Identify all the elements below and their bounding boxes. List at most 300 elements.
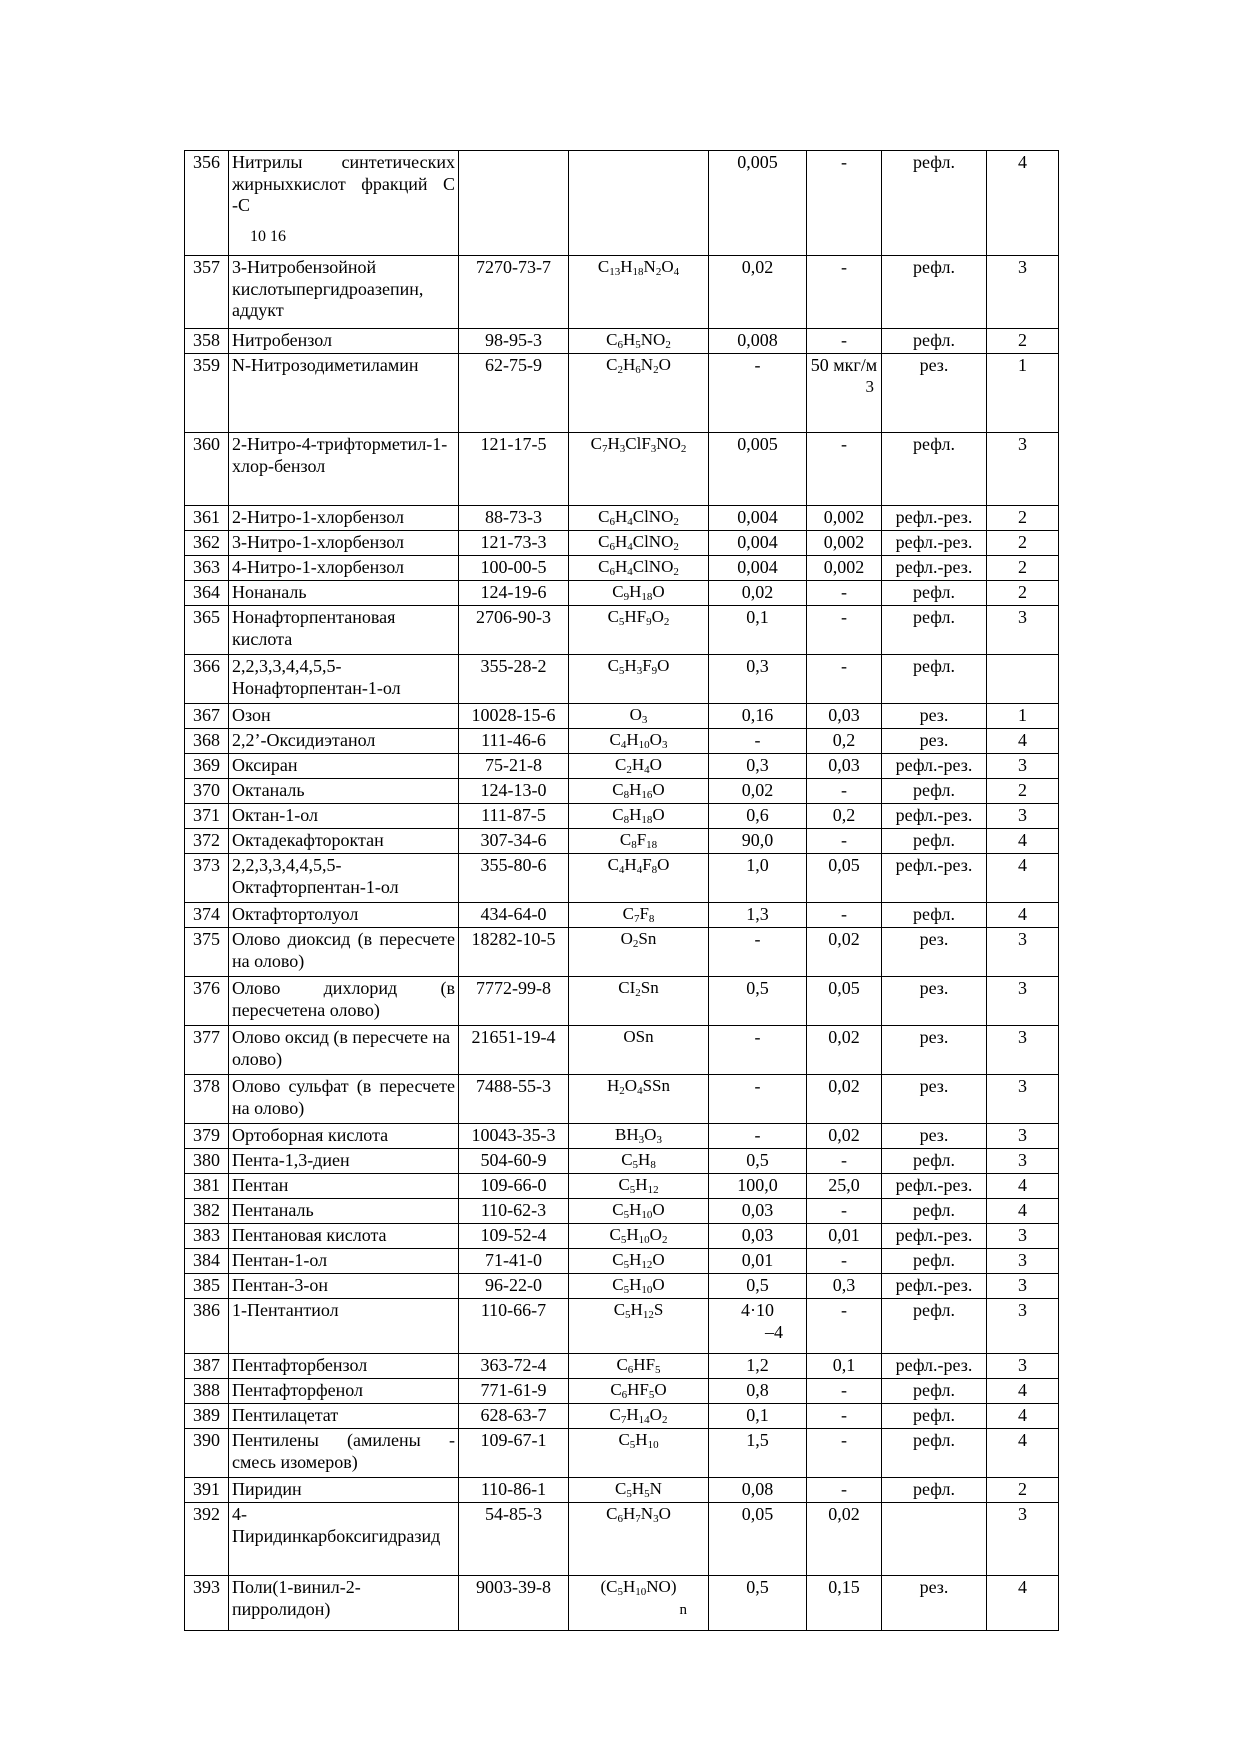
mac-avg-value: - <box>841 434 847 454</box>
limiting-indicator: рефл. <box>882 1404 987 1429</box>
table-row <box>185 556 1059 581</box>
substance-name <box>229 556 459 581</box>
mac-max-value: 90,0 <box>741 830 774 850</box>
formula-element: O <box>649 730 662 749</box>
mac-daily-average <box>807 329 882 354</box>
table-row <box>185 854 1059 903</box>
cas-number: 100-00-5 <box>459 556 569 581</box>
formula-element: C <box>619 830 632 849</box>
formula-element: N <box>640 355 654 374</box>
row-number: 372 <box>185 829 229 854</box>
row-number: 392 <box>185 1503 229 1576</box>
hazard-class: 4 <box>987 829 1059 854</box>
mac-avg-value: - <box>841 1430 847 1450</box>
row-number: 371 <box>185 804 229 829</box>
chemical-formula <box>569 581 709 606</box>
formula-subscript: 2 <box>663 616 670 628</box>
limiting-indicator: рефл. <box>882 903 987 928</box>
substance-name <box>229 903 459 928</box>
formula-subscript: 8 <box>631 839 637 851</box>
formula-element: ClNO <box>632 507 674 526</box>
mac-max-one-time <box>709 433 807 506</box>
substance-name <box>229 151 459 256</box>
formula-element: H <box>635 1175 648 1194</box>
chemical-formula <box>569 754 709 779</box>
substance-name <box>229 256 459 329</box>
limiting-indicator: рез. <box>882 1026 987 1075</box>
mac-daily-average <box>807 1199 882 1224</box>
limiting-indicator: рефл.-рез. <box>882 804 987 829</box>
substance-name <box>229 1404 459 1429</box>
chemical-formula <box>569 1124 709 1149</box>
table-row <box>185 531 1059 556</box>
limiting-indicator: рез. <box>882 1075 987 1124</box>
substance-name <box>229 804 459 829</box>
substance-name <box>229 1224 459 1249</box>
mac-max-value: - <box>754 730 761 750</box>
formula-element: O <box>649 1405 662 1424</box>
mac-max-one-time <box>709 1404 807 1429</box>
chemical-formula <box>569 1299 709 1354</box>
formula-element: O <box>657 656 670 675</box>
row-number: 387 <box>185 1354 229 1379</box>
chemical-formula <box>569 1404 709 1429</box>
chemical-formula <box>569 329 709 354</box>
formula-subscript: 2 <box>661 1234 668 1246</box>
table-row <box>185 1299 1059 1354</box>
formula-subscript: 10 <box>638 1234 650 1246</box>
hazard-class: 4 <box>987 903 1059 928</box>
substance-name <box>229 433 459 506</box>
table-row <box>185 655 1059 704</box>
cas-number: 2706-90-3 <box>459 606 569 655</box>
formula-element: H <box>629 805 642 824</box>
mac-max-one-time <box>709 704 807 729</box>
mac-max-value: 0,008 <box>737 330 778 350</box>
substance-name-text: Нитробензол <box>232 330 333 350</box>
hazard-class: 3 <box>987 256 1059 329</box>
substance-name-text: Пиридин <box>232 1479 302 1499</box>
substance-name <box>229 1124 459 1149</box>
formula-subscript: 4 <box>627 541 633 553</box>
table-row <box>185 779 1059 804</box>
mac-daily-average <box>807 655 882 704</box>
mac-avg-value: - <box>841 780 847 800</box>
mac-max-exponent: –4 <box>765 1321 783 1342</box>
mac-avg-value: 0,02 <box>828 1076 860 1096</box>
formula-element: S <box>653 1300 664 1319</box>
mac-daily-average <box>807 354 882 433</box>
chemical-formula <box>569 506 709 531</box>
mac-max-one-time <box>709 977 807 1026</box>
hazard-class: 2 <box>987 779 1059 804</box>
mac-daily-average <box>807 729 882 754</box>
hazard-class: 3 <box>987 1075 1059 1124</box>
formula-subscript: 6 <box>609 516 615 528</box>
mac-max-value: 4·10 <box>741 1300 774 1320</box>
formula-element: O <box>644 1125 657 1144</box>
formula-subscript: 10 <box>635 1586 647 1598</box>
table-row <box>185 1478 1059 1503</box>
cas-number: 307-34-6 <box>459 829 569 854</box>
mac-max-value: 0,004 <box>737 507 778 527</box>
mac-max-value: 0,5 <box>746 1150 769 1170</box>
mac-max-one-time <box>709 729 807 754</box>
row-number: 375 <box>185 928 229 977</box>
row-number: 376 <box>185 977 229 1026</box>
formula-subscript: 3 <box>636 665 643 677</box>
formula-subscript: 5 <box>629 1439 636 1451</box>
table-row <box>185 1026 1059 1075</box>
formula-element: C <box>590 434 602 453</box>
formula-element: Sn <box>640 978 659 997</box>
formula-element: C <box>609 1405 621 1424</box>
table-row <box>185 829 1059 854</box>
cas-number: 88-73-3 <box>459 506 569 531</box>
limiting-indicator: рез. <box>882 704 987 729</box>
limiting-indicator: рефл. <box>882 779 987 804</box>
substance-name <box>229 1354 459 1379</box>
formula-subscript: 5 <box>635 339 641 351</box>
chemical-formula <box>569 977 709 1026</box>
mac-daily-average <box>807 1354 882 1379</box>
limiting-indicator: рефл. <box>882 433 987 506</box>
formula-element: F <box>639 904 649 923</box>
formula-element: HF <box>627 1380 649 1399</box>
mac-max-one-time <box>709 1075 807 1124</box>
formula-element: C <box>606 330 618 349</box>
limiting-indicator: рефл. <box>882 1478 987 1503</box>
substance-name-text: Олово сульфат (в пересчете на олово) <box>232 1076 455 1118</box>
mac-max-value: 0,1 <box>746 1405 769 1425</box>
formula-subscript: 12 <box>641 1259 653 1271</box>
mac-daily-average <box>807 1224 882 1249</box>
formula-element: H <box>607 1076 620 1095</box>
hazard-class: 3 <box>987 433 1059 506</box>
cas-number: 434-64-0 <box>459 903 569 928</box>
substance-name <box>229 531 459 556</box>
formula-polymer-index: n <box>679 1602 687 1619</box>
mac-max-one-time <box>709 804 807 829</box>
cas-number: 10028-15-6 <box>459 704 569 729</box>
cas-number: 121-17-5 <box>459 433 569 506</box>
formula-subscript: 3 <box>650 443 657 455</box>
row-number: 380 <box>185 1149 229 1174</box>
formula-subscript: 3 <box>656 1134 662 1146</box>
chemical-formula <box>569 1249 709 1274</box>
cas-number: 54-85-3 <box>459 1503 569 1576</box>
hazard-class: 3 <box>987 1149 1059 1174</box>
formula-subscript: 6 <box>627 1364 634 1376</box>
formula-subscript: 18 <box>641 814 653 826</box>
table-row <box>185 1274 1059 1299</box>
cas-number: 109-66-0 <box>459 1174 569 1199</box>
mac-daily-average <box>807 1299 882 1354</box>
formula-element: H <box>629 1275 642 1294</box>
mac-max-one-time <box>709 581 807 606</box>
limiting-indicator: рефл.-рез. <box>882 1174 987 1199</box>
formula-element: H <box>629 1200 642 1219</box>
hazard-class: 3 <box>987 1503 1059 1576</box>
substance-name-text: 2-Нитро-4-трифторметил-1-хлор-бензол <box>232 434 448 476</box>
substance-name-text: Пентан-3-он <box>232 1275 328 1295</box>
mac-avg-value: - <box>841 1479 847 1499</box>
chemical-formula <box>569 1379 709 1404</box>
mac-max-value: 0,02 <box>741 257 774 277</box>
mac-max-one-time <box>709 928 807 977</box>
chemical-formula <box>569 1274 709 1299</box>
chemical-formula <box>569 1224 709 1249</box>
table-row <box>185 1429 1059 1478</box>
limiting-indicator: рефл. <box>882 1379 987 1404</box>
mac-daily-average <box>807 928 882 977</box>
hazard-class: 3 <box>987 606 1059 655</box>
table-row <box>185 754 1059 779</box>
formula-subscript: 2 <box>653 364 659 376</box>
cas-number: 363-72-4 <box>459 1354 569 1379</box>
formula-element: C <box>618 1430 630 1449</box>
mac-max-value: - <box>754 355 761 375</box>
formula-subscript: 9 <box>646 616 652 628</box>
mac-max-value: 0,3 <box>746 656 769 676</box>
substance-name-text: Пентаналь <box>232 1200 314 1220</box>
hazard-class <box>987 655 1059 704</box>
limiting-indicator <box>882 1503 987 1576</box>
formula-subscript: 10 <box>638 739 650 751</box>
row-number: 374 <box>185 903 229 928</box>
substance-name <box>229 1429 459 1478</box>
mac-avg-value: - <box>841 1250 847 1270</box>
formula-element: C <box>622 904 634 923</box>
formula-subscript: 5 <box>655 1364 661 1376</box>
limiting-indicator: рез. <box>882 928 987 977</box>
mac-daily-average <box>807 151 882 256</box>
cas-number: 355-28-2 <box>459 655 569 704</box>
hazard-class: 3 <box>987 928 1059 977</box>
row-number: 393 <box>185 1576 229 1631</box>
formula-element: Sn <box>638 929 657 948</box>
cas-number: 121-73-3 <box>459 531 569 556</box>
mac-max-value: - <box>754 1125 761 1145</box>
formula-element: H <box>624 855 637 874</box>
formula-subscript: 2 <box>632 938 639 950</box>
substance-name <box>229 829 459 854</box>
limiting-indicator: рефл. <box>882 829 987 854</box>
mac-max-one-time <box>709 1124 807 1149</box>
formula-element: O <box>649 755 662 774</box>
formula-element: O <box>658 1504 671 1523</box>
mac-max-value: 0,01 <box>741 1250 774 1270</box>
mac-max-value: 1,2 <box>746 1355 769 1375</box>
cas-number: 109-52-4 <box>459 1224 569 1249</box>
formula-element: F <box>642 855 652 874</box>
mac-daily-average <box>807 1026 882 1075</box>
row-number: 369 <box>185 754 229 779</box>
substance-name <box>229 928 459 977</box>
formula-element: F <box>642 656 652 675</box>
chemical-formula <box>569 1026 709 1075</box>
formula-element: H <box>624 656 637 675</box>
substance-name <box>229 1274 459 1299</box>
cas-number: 7488-55-3 <box>459 1075 569 1124</box>
formula-subscript: 6 <box>617 1513 623 1525</box>
mac-max-one-time <box>709 506 807 531</box>
mac-daily-average <box>807 581 882 606</box>
hazard-class: 4 <box>987 1174 1059 1199</box>
substance-name-text: Октафтортолуол <box>232 904 359 924</box>
limiting-indicator: рефл. <box>882 151 987 256</box>
table-row <box>185 729 1059 754</box>
hazard-class: 2 <box>987 329 1059 354</box>
substance-name-text: N-Нитрозодиметиламин <box>232 355 419 375</box>
mac-max-value: 0,08 <box>741 1479 774 1499</box>
chemical-formula <box>569 354 709 433</box>
row-number: 363 <box>185 556 229 581</box>
mac-max-one-time <box>709 1379 807 1404</box>
substance-name-text: Пентановая кислота <box>232 1225 387 1245</box>
table-row <box>185 928 1059 977</box>
mac-avg-value: 0,03 <box>828 705 860 725</box>
mac-max-value: 0,5 <box>746 978 769 998</box>
formula-element: H <box>623 355 636 374</box>
mac-max-one-time <box>709 606 807 655</box>
mac-avg-value: 0,002 <box>823 532 865 552</box>
formula-element: C <box>606 355 618 374</box>
formula-element: O <box>658 355 671 374</box>
hazard-class: 3 <box>987 1249 1059 1274</box>
formula-subscript: 7 <box>633 913 640 925</box>
formula-element: ClNO <box>632 532 674 551</box>
formula-element: C <box>598 532 610 551</box>
formula-element: N <box>643 257 656 276</box>
formula-subscript: 2 <box>665 339 671 351</box>
row-number: 359 <box>185 354 229 433</box>
substance-name-text: 3-Нитробензойной кислотыпергидроазепин, аддукт <box>232 257 424 321</box>
table-row <box>185 1354 1059 1379</box>
mac-max-value: 0,3 <box>746 755 769 775</box>
cas-number: 111-87-5 <box>459 804 569 829</box>
mac-avg-value: - <box>841 1150 847 1170</box>
mac-daily-average <box>807 829 882 854</box>
table-row <box>185 1124 1059 1149</box>
hazard-class: 4 <box>987 1429 1059 1478</box>
formula-element: C <box>612 582 624 601</box>
mac-avg-value: 0,002 <box>823 507 865 527</box>
formula-element: C <box>607 607 619 626</box>
hazard-class: 3 <box>987 1354 1059 1379</box>
formula-subscript: 5 <box>623 1259 630 1271</box>
formula-element: O <box>652 1250 665 1269</box>
mac-max-value: - <box>754 1076 761 1096</box>
table-row <box>185 704 1059 729</box>
hazard-class: 3 <box>987 1299 1059 1354</box>
limiting-indicator: рефл. <box>882 606 987 655</box>
mac-max-one-time <box>709 531 807 556</box>
chemical-formula <box>569 433 709 506</box>
limiting-indicator: рефл.-рез. <box>882 556 987 581</box>
mac-avg-value: - <box>841 656 847 676</box>
formula-element: H <box>631 755 645 774</box>
hazard-class: 3 <box>987 804 1059 829</box>
formula-subscript: 2 <box>661 1414 668 1426</box>
chemical-formula <box>569 256 709 329</box>
mac-daily-average <box>807 1075 882 1124</box>
cas-number: 71-41-0 <box>459 1249 569 1274</box>
mac-avg-value: 25,0 <box>828 1175 860 1195</box>
table-row <box>185 354 1059 433</box>
limiting-indicator: рез. <box>882 354 987 433</box>
mac-avg-value: 0,01 <box>828 1225 860 1245</box>
cas-number: 109-67-1 <box>459 1429 569 1478</box>
mac-daily-average <box>807 256 882 329</box>
hazard-class: 4 <box>987 1199 1059 1224</box>
formula-subscript: 5 <box>648 1389 655 1401</box>
formula-element: NO <box>656 434 681 453</box>
mac-avg-value: 0,002 <box>823 557 865 577</box>
table-row <box>185 1149 1059 1174</box>
hazard-class: 4 <box>987 729 1059 754</box>
hazard-class: 2 <box>987 581 1059 606</box>
formula-element: H <box>620 257 633 276</box>
mac-avg-value: - <box>841 1200 847 1220</box>
row-number: 368 <box>185 729 229 754</box>
cas-number: 355-80-6 <box>459 854 569 903</box>
formula-subscript: 3 <box>638 1134 645 1146</box>
substance-name-text: Поли(1-винил-2-пирролидон) <box>232 1577 361 1619</box>
formula-element: C <box>607 855 619 874</box>
hazard-class: 3 <box>987 1026 1059 1075</box>
substance-name-text: Олово диоксид (в пересчете на олово) <box>232 929 455 971</box>
formula-subscript: 13 <box>609 266 621 278</box>
mac-daily-average <box>807 606 882 655</box>
chemical-formula <box>569 829 709 854</box>
limiting-indicator: рефл. <box>882 1249 987 1274</box>
cas-number: 10043-35-3 <box>459 1124 569 1149</box>
mac-avg-value: - <box>841 904 847 924</box>
substance-name <box>229 1075 459 1124</box>
table-row <box>185 256 1059 329</box>
formula-element: C <box>606 1504 618 1523</box>
row-number: 365 <box>185 606 229 655</box>
formula-subscript: 4 <box>620 739 627 751</box>
table-row <box>185 506 1059 531</box>
formula-element: C <box>598 557 610 576</box>
hazard-class: 4 <box>987 1379 1059 1404</box>
mac-avg-value: - <box>841 1380 847 1400</box>
mac-max-one-time <box>709 1576 807 1631</box>
formula-subscript: 6 <box>609 566 615 578</box>
mac-daily-average <box>807 1124 882 1149</box>
mac-max-value: 100,0 <box>737 1175 778 1195</box>
formula-subscript: 9 <box>651 665 658 677</box>
substance-name <box>229 729 459 754</box>
limiting-indicator: рефл.-рез. <box>882 754 987 779</box>
mac-max-value: 0,5 <box>746 1577 769 1597</box>
formula-element: H <box>630 1300 643 1319</box>
mac-avg-value: - <box>841 152 847 172</box>
row-number: 386 <box>185 1299 229 1354</box>
formula-element: C <box>615 755 627 774</box>
formula-subscript: 3 <box>661 739 668 751</box>
chemical-formula <box>569 854 709 903</box>
substance-name-text: 4-Нитро-1-хлорбензол <box>232 557 404 577</box>
formula-subscript: 6 <box>621 1389 628 1401</box>
row-number: 366 <box>185 655 229 704</box>
formula-element: O <box>652 1275 665 1294</box>
cas-number: 62-75-9 <box>459 354 569 433</box>
formula-subscript: 5 <box>632 1159 639 1171</box>
table-row <box>185 977 1059 1026</box>
